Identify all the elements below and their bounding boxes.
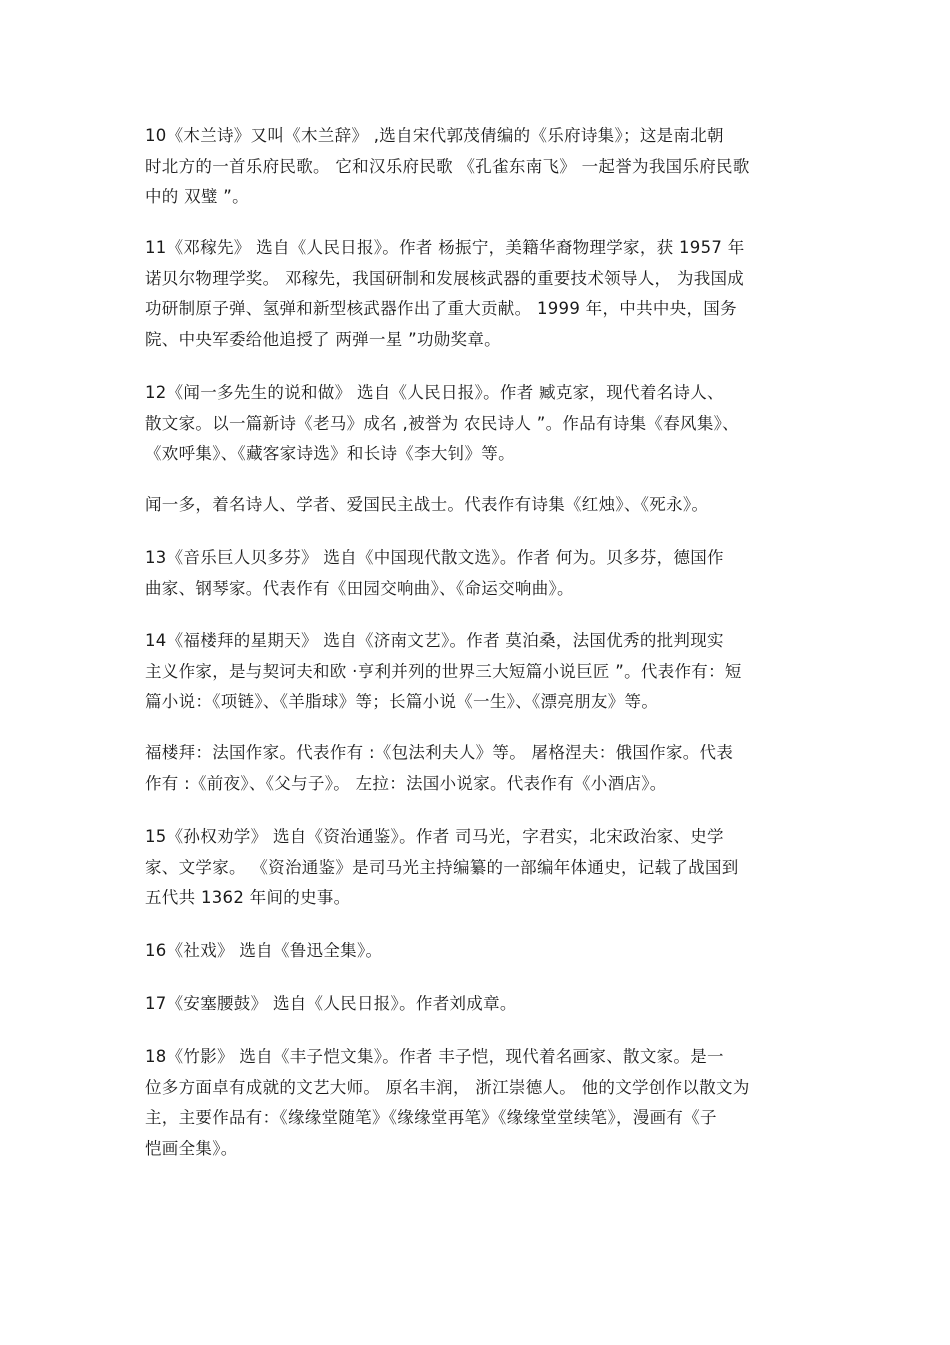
text-line: 时北方的一首乐府民歌。 它和汉乐府民歌 《孔雀东南飞》 一起誉为我国乐府民歌 [145,156,750,176]
text-line: 13《音乐巨人贝多芬》 选自《中国现代散文选》。作者 何为。贝多芬，德国作 [145,548,724,567]
paragraph-wen-yiduo-bio [145,490,815,521]
text-line: 12《闻一多先生的说和做》 选自《人民日报》。作者 臧克家，现代着名诗人、 [145,383,724,402]
text-line: 10《木兰诗》又叫《木兰辞》 ,选自宋代郭茂倩编的《乐府诗集》；这是南北朝 [145,126,724,145]
text-line: 五代共 1362 年间的史事。 [145,888,351,907]
text-line: 17《安塞腰鼓》 选自《人民日报》。作者刘成章。 [145,994,517,1013]
paragraph-12-wen-yiduo [145,378,815,470]
text-line: 中的 双璧 ”。 [145,187,249,206]
text-line: 诺贝尔物理学奖。 邓稼先，我国研制和发展核武器的重要技术领导人， 为我国成 [145,268,745,288]
text-line: 篇小说：《项链》、《羊脂球》等；长篇小说《一生》、《漂亮朋友》等。 [145,692,659,711]
paragraph-18-zhu-ying [145,1042,815,1164]
text-line: 家、文学家。 《资治通鉴》是司马光主持编纂的一部编年体通史，记载了战国到 [145,857,739,877]
text-line: 15《孙权劝学》 选自《资治通鉴》。作者 司马光，字君实，北宋政治家、史学 [145,827,724,846]
text-line: 《欢呼集》、《藏客家诗选》和长诗《李大钊》等。 [145,444,515,463]
text-line: 福楼拜：法国作家。代表作有 :《包法利夫人》等。 屠格涅夫：俄国作家。代表 [145,743,734,762]
paragraph-14-flaubert-sunday [145,626,815,718]
text-line: 11《邓稼先》 选自《人民日报》。作者 杨振宁，美籍华裔物理学家，获 1957 年 [145,238,745,257]
paragraph-french-russian-writers [145,738,815,799]
text-line: 18《竹影》 选自《丰子恺文集》。作者 丰子恺，现代着名画家、散文家。是一 [145,1047,724,1066]
text-line: 位多方面卓有成就的文艺大师。 原名丰润， 浙江崇德人。 他的文学创作以散文为 [145,1077,750,1097]
text-line: 闻一多，着名诗人、学者、爱国民主战士。代表作有诗集《红烛》、《死永》。 [145,495,709,514]
paragraph-16-she-xi [145,936,815,967]
paragraph-10-mulan-shi [145,121,815,213]
text-line: 14《福楼拜的星期天》 选自《济南文艺》。作者 莫泊桑，法国优秀的批判现实 [145,631,724,650]
paragraph-13-beethoven [145,543,815,604]
text-line: 院、中央军委给他追授了 两弹一星 ”功勋奖章。 [145,329,501,349]
text-line: 16《社戏》 选自《鲁迅全集》。 [145,941,383,960]
text-line: 功研制原子弹、氢弹和新型核武器作出了重大贡献。 1999 年，中共中央，国务 [145,299,737,318]
text-line: 曲家、钢琴家。代表作有《田园交响曲》、《命运交响曲》。 [145,578,574,598]
text-line: 作有 :《前夜》、《父与子》。 左拉：法国小说家。代表作有《小酒店》。 [145,773,667,793]
paragraph-11-deng-jiaxian [145,233,815,355]
text-line: 恺画全集》。 [145,1138,238,1158]
paragraph-15-sun-quan [145,822,815,914]
text-line: 主义作家，是与契诃夫和欧 ·亨利并列的世界三大短篇小说巨匠 ”。代表作有：短 [145,661,742,681]
text-line: 主，主要作品有：《缘缘堂随笔》《缘缘堂再笔》《缘缘堂堂续笔》，漫画有《子 [145,1108,717,1127]
text-line: 散文家。以一篇新诗《老马》成名 ,被誉为 农民诗人 ”。作品有诗集《春风集》、 [145,413,739,433]
paragraph-17-ansai-drum [145,989,815,1020]
